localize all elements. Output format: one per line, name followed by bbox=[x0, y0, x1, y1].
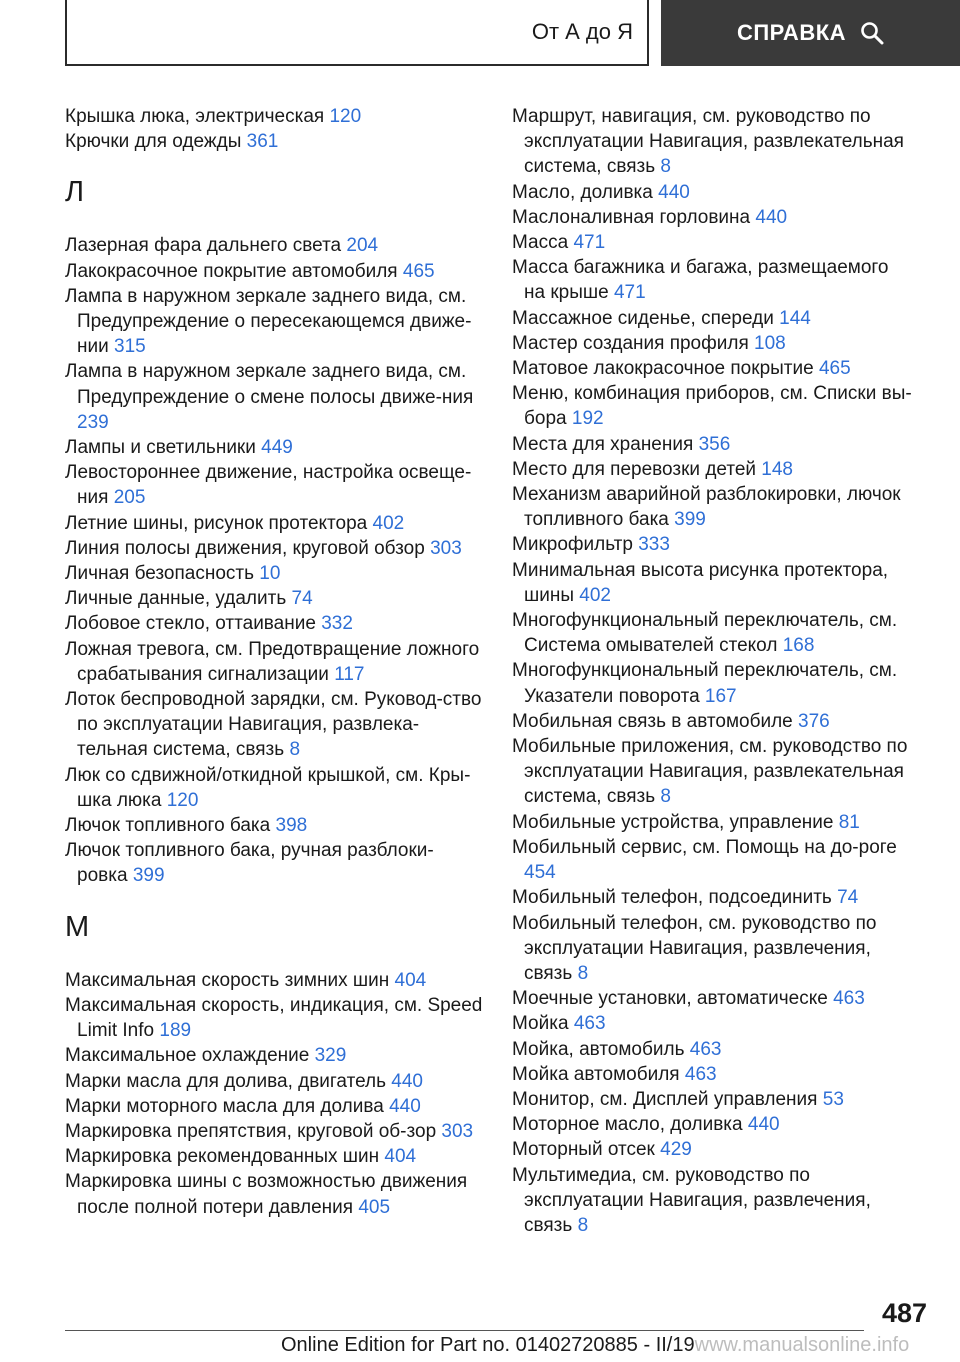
index-entry-text: Микрофильтр bbox=[512, 534, 633, 556]
index-entry-text: Маслоналивная горловина bbox=[512, 206, 751, 228]
index-entry-text: Лампы и светильники bbox=[65, 437, 256, 459]
index-entry-text: Мойка bbox=[512, 1013, 569, 1035]
page-link[interactable]: 465 bbox=[402, 260, 435, 282]
index-entry-text: Мобильный телефон, подсоединить bbox=[512, 887, 832, 909]
index-entry bbox=[65, 104, 483, 129]
index-entry-text: Мойка, автомобиль bbox=[512, 1038, 685, 1060]
page-link[interactable]: 10 bbox=[259, 563, 281, 585]
index-entry-text: Масло, доливка bbox=[512, 181, 653, 203]
index-entry bbox=[65, 511, 483, 536]
index-entry bbox=[512, 810, 912, 835]
page-link[interactable]: 303 bbox=[430, 537, 462, 559]
index-entry-text: Максимальное охлаждение bbox=[65, 1045, 310, 1067]
index-entry-text: Лазерная фара дальнего света bbox=[65, 235, 342, 257]
index-entry-text: Максимальная скорость, индикация, см. Speed Limit Info bbox=[65, 994, 483, 1042]
index-entry bbox=[65, 968, 483, 993]
index-entry bbox=[65, 763, 483, 813]
page-link[interactable]: 81 bbox=[838, 811, 860, 833]
page-link[interactable]: 404 bbox=[384, 1146, 417, 1168]
index-entry-text: Мойка автомобиля bbox=[512, 1063, 680, 1085]
index-entry bbox=[512, 1037, 912, 1062]
index-entry bbox=[512, 1137, 912, 1162]
index-entry bbox=[512, 986, 912, 1011]
index-entry bbox=[512, 1011, 912, 1036]
index-entry bbox=[512, 104, 912, 180]
index-entry bbox=[512, 1062, 912, 1087]
page-link[interactable]: 168 bbox=[782, 635, 815, 657]
page-link[interactable]: 463 bbox=[689, 1038, 722, 1060]
page-link[interactable]: 120 bbox=[166, 789, 199, 811]
index-entry bbox=[65, 435, 483, 460]
index-entry-text: Монитор, см. Дисплей управления bbox=[512, 1088, 818, 1110]
index-entry-text: Минимальная высота рисунка протектора, шины bbox=[512, 559, 889, 606]
index-entry-text: Летние шины, рисунок протектора bbox=[65, 512, 368, 534]
index-entry-text: Лоток беспроводной зарядки, см. Руковод-ство по эксплуатации Навигация, развлека-тельная система, связь bbox=[65, 689, 482, 761]
page-link[interactable]: 376 bbox=[798, 710, 830, 732]
index-entry bbox=[65, 1094, 483, 1119]
index-entry-text: Лобовое стекло, оттаивание bbox=[65, 613, 316, 635]
index-entry-text: Мобильные приложения, см. руководство по эксплуатации Навигация, развлекательная система, связь bbox=[512, 736, 908, 808]
index-column-left bbox=[65, 104, 483, 1220]
page-link[interactable]: 333 bbox=[638, 534, 670, 556]
index-entry-text: Лампа в наружном зеркале заднего вида, см. Предупреждение о смене полосы движе-ния bbox=[65, 361, 474, 408]
tab-a-to-z[interactable] bbox=[65, 0, 649, 66]
index-entry bbox=[512, 885, 912, 910]
index-entry-text: Марки масла для долива, двигатель bbox=[65, 1070, 386, 1092]
page-link[interactable]: 463 bbox=[573, 1013, 606, 1035]
index-entry-text: Масса багажника и багажа, размещаемого на крыше bbox=[512, 257, 889, 304]
page-link[interactable]: 303 bbox=[441, 1120, 474, 1142]
page-link[interactable]: 429 bbox=[660, 1139, 692, 1161]
index-entry-text: Меню, комбинация приборов, см. Списки вы-бора bbox=[512, 383, 912, 430]
page-link[interactable]: 53 bbox=[822, 1088, 844, 1110]
page-link[interactable]: 471 bbox=[613, 282, 646, 304]
index-entry-text: Маршрут, навигация, см. руководство по эксплуатации Навигация, развлекательная система, связь bbox=[512, 106, 904, 178]
index-entry bbox=[512, 255, 912, 305]
index-entry-text: Личная безопасность bbox=[65, 563, 255, 585]
page-link[interactable]: 463 bbox=[833, 988, 865, 1010]
index-entry-text: Мультимедиа, см. руководство по эксплуатации Навигация, развлечения, связь bbox=[512, 1164, 871, 1236]
index-entry bbox=[512, 911, 912, 987]
index-entry-text: Масса bbox=[512, 232, 569, 254]
index-entry-text: Личные данные, удалить bbox=[65, 588, 287, 610]
page-link[interactable]: 167 bbox=[704, 685, 737, 707]
index-entry-text: Максимальная скорость зимних шин bbox=[65, 969, 390, 991]
index-entry bbox=[512, 709, 912, 734]
index-entry bbox=[65, 284, 483, 360]
index-entry bbox=[512, 1163, 912, 1239]
index-entry-text: Крючки для одежды bbox=[65, 131, 242, 153]
page-link[interactable]: 239 bbox=[77, 411, 109, 433]
page-link[interactable]: 315 bbox=[114, 336, 146, 358]
page-link[interactable]: 440 bbox=[389, 1095, 421, 1117]
page-link[interactable]: 440 bbox=[658, 181, 690, 203]
index-entry-text: Левостороннее движение, настройка освеще-ния bbox=[65, 462, 472, 509]
index-group-m bbox=[65, 968, 483, 1220]
index-entry-text: Лючок топливного бака, ручная разблоки-ровка bbox=[65, 840, 434, 887]
page-number: 487 bbox=[881, 1298, 927, 1328]
page-link[interactable]: 361 bbox=[246, 131, 279, 153]
page-link[interactable]: 332 bbox=[321, 613, 353, 635]
index-entry-text: Матовое лакокрасочное покрытие bbox=[512, 358, 814, 380]
index-entry-text: Мобильный сервис, см. Помощь на до-роге bbox=[512, 836, 897, 858]
index-entry bbox=[512, 331, 912, 356]
page-link[interactable]: 449 bbox=[261, 437, 293, 459]
index-entry bbox=[512, 205, 912, 230]
index-entry bbox=[65, 129, 483, 154]
index-entry-text: Место для перевозки детей bbox=[512, 458, 757, 480]
index-entry bbox=[512, 734, 912, 810]
page-link[interactable]: 398 bbox=[275, 815, 308, 837]
index-entry-text: Крышка люка, электрическая bbox=[65, 106, 325, 127]
index-entry-text: Моторное масло, доливка bbox=[512, 1114, 743, 1136]
index-entry bbox=[65, 233, 483, 258]
index-entry-text: Мастер создания профиля bbox=[512, 332, 749, 354]
index-entry bbox=[65, 993, 483, 1043]
page-link[interactable]: 402 bbox=[372, 512, 405, 534]
page-link[interactable]: 463 bbox=[684, 1063, 717, 1085]
page-link[interactable]: 189 bbox=[159, 1020, 192, 1042]
index-entry-text: Лючок топливного бака bbox=[65, 815, 271, 837]
page-link[interactable]: 74 bbox=[291, 588, 313, 610]
index-entry bbox=[65, 1069, 483, 1094]
index-entry-text: Моечные установки, автоматическе bbox=[512, 988, 828, 1010]
index-entry bbox=[65, 536, 483, 561]
index-entry bbox=[65, 460, 483, 510]
header bbox=[65, 0, 960, 66]
index-entry-text: Мобильный телефон, см. руководство по эксплуатации Навигация, развлечения, связь bbox=[512, 912, 877, 984]
page-link[interactable]: 405 bbox=[358, 1196, 391, 1218]
search-icon[interactable] bbox=[860, 21, 884, 45]
page-link[interactable]: 204 bbox=[346, 235, 379, 257]
index-entry bbox=[512, 1087, 912, 1112]
page-link[interactable]: 454 bbox=[524, 862, 556, 884]
page-link[interactable]: 8 bbox=[289, 739, 301, 761]
section-letter-l: Л bbox=[65, 176, 85, 209]
index-column-right bbox=[512, 104, 912, 1238]
index-entry bbox=[65, 561, 483, 586]
page-link[interactable]: 404 bbox=[394, 969, 427, 991]
index-entry bbox=[65, 1043, 483, 1068]
index-entry-text: Моторный отсек bbox=[512, 1139, 655, 1161]
index-entry-text: Места для хранения bbox=[512, 433, 694, 455]
index-entry-text: Люк со сдвижной/откидной крышкой, см. Кры-шка люка bbox=[65, 764, 471, 811]
tab-help-label: СПРАВКА bbox=[736, 20, 847, 45]
index-entry bbox=[512, 432, 912, 457]
index-entry-text: Мобильные устройства, управление bbox=[512, 811, 834, 833]
page-link[interactable]: 402 bbox=[579, 584, 611, 606]
index-entry bbox=[512, 1112, 912, 1137]
index-entry bbox=[512, 230, 912, 255]
index-entry-text: Маркировка рекомендованных шин bbox=[65, 1146, 380, 1168]
page-link[interactable]: 108 bbox=[754, 332, 786, 354]
index-entry bbox=[512, 457, 912, 482]
index-entry-text: Лампа в наружном зеркале заднего вида, см. Предупреждение о пересекающемся движе-нии bbox=[65, 285, 472, 358]
index-entry-text: Маркировка препятствия, круговой об-зор bbox=[65, 1120, 437, 1142]
page-link[interactable]: 8 bbox=[577, 1214, 589, 1236]
page-link[interactable]: 399 bbox=[132, 865, 165, 887]
index-entry-text: Марки моторного масла для долива bbox=[65, 1095, 384, 1117]
page-link[interactable]: 117 bbox=[334, 663, 365, 685]
index-entry bbox=[65, 1144, 483, 1169]
index-entry bbox=[65, 1169, 483, 1219]
watermark: www.manualsonline.info bbox=[694, 1334, 910, 1356]
index-entry-text: Ложная тревога, см. Предотвращение ложного срабатывания сигнализации bbox=[65, 638, 480, 685]
page-link[interactable]: 120 bbox=[329, 106, 362, 127]
page-link[interactable]: 399 bbox=[674, 509, 706, 531]
footer bbox=[281, 1334, 909, 1357]
section-letter-m: М bbox=[65, 910, 90, 943]
index-entry bbox=[65, 611, 483, 636]
edition-text: Online Edition for Part no. 01402720885 - II/19 bbox=[281, 1334, 695, 1356]
index-entry-text: Многофункциональный переключатель, см. Система омывателей стекол bbox=[512, 610, 898, 657]
page-link[interactable]: 329 bbox=[314, 1045, 347, 1067]
page-link[interactable]: 440 bbox=[755, 206, 788, 228]
index-entry-text: Лакокрасочное покрытие автомобиля bbox=[65, 260, 398, 282]
index-entry-text: Механизм аварийной разблокировки, лючок топливного бака bbox=[512, 484, 901, 531]
index-entry bbox=[512, 180, 912, 205]
page-link[interactable]: 471 bbox=[573, 232, 606, 254]
index-entry bbox=[512, 381, 912, 431]
page-link[interactable]: 192 bbox=[571, 408, 604, 430]
tab-help[interactable] bbox=[661, 0, 960, 66]
index-group-top bbox=[65, 104, 483, 154]
page-link[interactable]: 8 bbox=[660, 786, 671, 808]
page-link[interactable]: 440 bbox=[747, 1114, 780, 1136]
index-entry bbox=[512, 306, 912, 331]
index-entry bbox=[512, 558, 912, 608]
index-entry bbox=[65, 637, 483, 687]
index-entry bbox=[65, 1119, 483, 1144]
index-entry bbox=[65, 687, 483, 763]
index-entry-text: Мобильная связь в автомобиле bbox=[512, 710, 793, 732]
index-entry bbox=[512, 835, 912, 885]
index-entry bbox=[512, 658, 912, 708]
index-entry bbox=[65, 359, 483, 435]
index-entry-text: Массажное сиденье, спереди bbox=[512, 307, 774, 329]
page-link[interactable]: 8 bbox=[660, 156, 671, 178]
index-entry-text: Маркировка шины с возможностью движения после полной потери давления bbox=[65, 1171, 468, 1218]
page-link[interactable]: 8 bbox=[577, 962, 589, 984]
index-entry bbox=[512, 608, 912, 658]
index-entry-text: Линия полосы движения, круговой обзор bbox=[65, 537, 425, 559]
index-entry bbox=[512, 482, 912, 532]
index-entry bbox=[512, 356, 912, 381]
index-entry bbox=[65, 259, 483, 284]
index-entry bbox=[65, 586, 483, 611]
index-group-l bbox=[65, 233, 483, 888]
footer-divider bbox=[65, 1330, 864, 1331]
index-entry bbox=[65, 838, 483, 888]
tab-a-to-z-label: От А до Я bbox=[531, 19, 633, 44]
page-link[interactable]: 440 bbox=[391, 1070, 423, 1092]
page-link[interactable]: 205 bbox=[113, 487, 146, 509]
index-entry-text: Многофункциональный переключатель, см. Указатели поворота bbox=[512, 660, 898, 707]
page-link[interactable]: 74 bbox=[837, 887, 859, 909]
index-entry bbox=[65, 813, 483, 838]
page-link[interactable]: 356 bbox=[698, 433, 731, 455]
page-link[interactable]: 144 bbox=[779, 307, 811, 329]
page-link[interactable]: 465 bbox=[818, 358, 851, 380]
page-link[interactable]: 148 bbox=[761, 458, 793, 480]
index-group-m-continued bbox=[512, 104, 912, 1238]
index-entry bbox=[512, 532, 912, 557]
